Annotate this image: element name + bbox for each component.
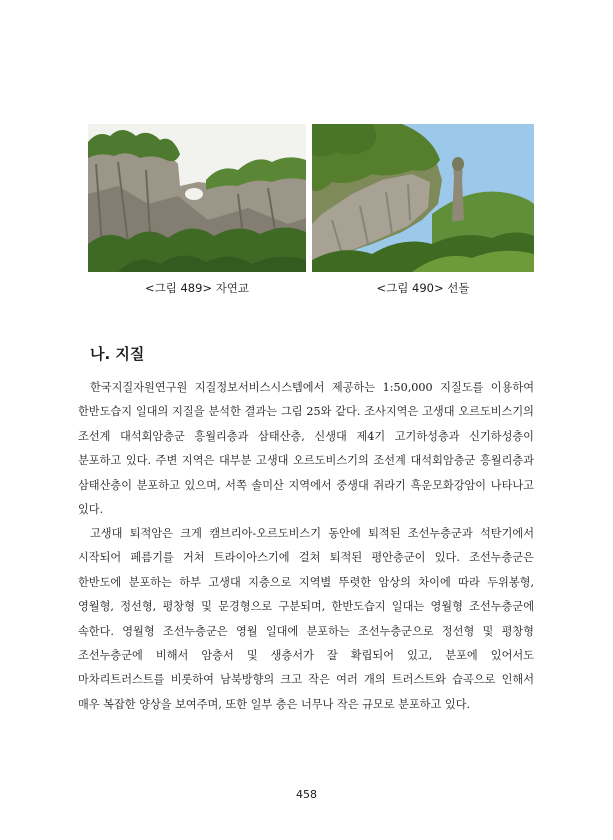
paragraph-paleozoic-strata: 고생대 퇴적암은 크게 캠브리아-오르도비스기 동안에 퇴적된 조선누층군과 석탄기에서 시작되어 페름기를 거쳐 트라이아스기에 걸쳐 퇴적된 평안층군이 있다. 조선누층군은 한반도에 분포하는 하부 고생대 지층으로 지역별 뚜렷한 암상의 차이에 따라 두위봉형, 영월형, 정선형, 평창형 및 문경형으로 구분되며, 한반도습지 일대는 영월형 조선누층군에 속한다. 영월형 조선누층군은 영월 일대에 분포하는 조선누층군으로 정선형 및 평창형 조선누층군에 비해서 암층서 및 생층서가 잘 확립되어 있고, 분포에 있어서도 마차리트러스트를 비롯하여 남북방향의 크고 작은 여러 개의 트러스트와 습곡으로 인해서 매우 복잡한 양상을 보여주며, 또한 일부 층은 너무나 작은 규모로 분포하고 있다.: [78, 527, 534, 711]
figure-490-photo: [312, 124, 534, 272]
figure-490-caption: <그림 490> 선돌: [376, 281, 470, 295]
figure-489-photo: [88, 124, 306, 272]
figure-489-caption: <그림 489> 자연교: [144, 281, 250, 295]
paragraph-geology-overview: 한국지질자원연구원 지질정보서비스시스템에서 제공하는 1:50,000 지질도를 이용하여 한반도습지 일대의 지질을 분석한 결과는 그림 25와 같다. 조사지역은 고생대 오르도비스기의 조선계 대석회암층군 흥월리층과 삼태산층, 신생대 제4기 고기하성층과 신기하성층이 분포하고 있다. 주변 지역은 대부분 고생대 오르도비스기의 조선계 대석회암층군 흥월리층과 삼태산층이 분포하고 있으며, 서쪽 솔미산 지역에서 중생대 쥐라기 흑운모화강암이 나타나고 있다.: [78, 381, 534, 517]
page-number: 458: [296, 788, 317, 801]
section-heading: 나. 지질: [90, 345, 145, 363]
